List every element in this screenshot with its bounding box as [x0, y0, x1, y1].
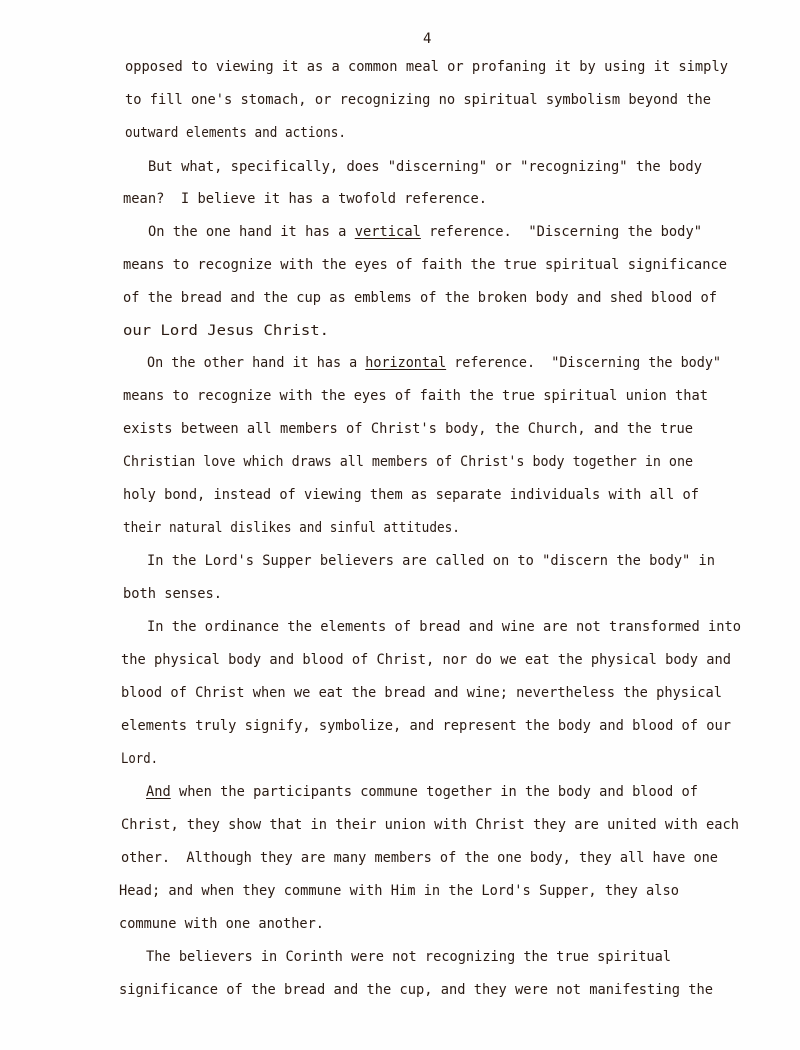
- page-number: 4: [423, 31, 432, 47]
- text-segment: opposed to viewing it as a common meal or profaning it by using it simply: [125, 59, 728, 75]
- text-line: [119, 980, 713, 1000]
- text-segment: On the other hand it has a: [147, 355, 366, 371]
- text-line: [121, 650, 731, 670]
- underlined-word: vertical: [354, 224, 421, 240]
- text-line: [123, 255, 727, 275]
- text-segment: the physical body and blood of Christ, nor do we eat the physical body and: [121, 652, 732, 668]
- text-line: [147, 551, 715, 571]
- text-line: [147, 617, 741, 637]
- text-line: [148, 157, 702, 177]
- underlined-word: horizontal: [365, 355, 447, 371]
- text-line: [123, 321, 329, 341]
- text-segment: reference. "Discerning the body": [420, 224, 702, 240]
- text-segment: their natural dislikes and sinful attitudes.: [123, 520, 460, 536]
- text-line: [123, 386, 708, 406]
- text-segment: outward elements and actions.: [125, 125, 346, 141]
- text-segment: But what, specifically, does "discerning" or "recognizing" the body: [148, 159, 702, 175]
- text-line: [147, 353, 721, 373]
- text-segment: The believers in Corinth were not recognizing the true spiritual: [146, 949, 672, 965]
- text-segment: In the ordinance the elements of bread and wine are not transformed into: [147, 619, 742, 635]
- underlined-word: And: [146, 784, 171, 800]
- text-segment: elements truly signify, symbolize, and represent the body and blood of our: [121, 718, 732, 734]
- text-segment: when the participants commune together in the body and blood of: [170, 784, 698, 800]
- text-line: [123, 189, 487, 209]
- text-segment: Lord.: [121, 751, 158, 767]
- text-line: [121, 716, 731, 736]
- text-segment: reference. "Discerning the body": [446, 355, 722, 371]
- text-segment: commune with one another.: [119, 916, 325, 932]
- text-line: [123, 452, 693, 472]
- text-segment: In the Lord's Supper believers are called on to "discern the body" in: [147, 553, 715, 569]
- text-segment: blood of Christ when we eat the bread and wine; nevertheless the physical: [121, 685, 722, 701]
- text-segment: exists between all members of Christ's body, the Church, and the true: [123, 421, 693, 437]
- text-line: [148, 222, 702, 242]
- text-segment: means to recognize with the eyes of faith the true spiritual significance: [123, 257, 728, 273]
- text-segment: significance of the bread and the cup, and they were not manifesting the: [119, 982, 714, 998]
- text-line: [123, 518, 460, 538]
- text-segment: Head; and when they commune with Him in the Lord's Supper, they also: [119, 883, 679, 899]
- text-line: [119, 914, 324, 934]
- text-segment: On the one hand it has a: [148, 224, 355, 240]
- text-segment: our Lord Jesus Christ.: [123, 323, 329, 339]
- text-line: [146, 782, 698, 802]
- text-segment: mean? I believe it has a twofold reference.: [123, 191, 488, 207]
- text-segment: both senses.: [123, 586, 223, 602]
- text-segment: means to recognize with the eyes of faith the true spiritual union that: [123, 388, 708, 404]
- text-line: [125, 90, 711, 110]
- text-line: [146, 947, 671, 967]
- text-line: [121, 683, 722, 703]
- text-line: [125, 57, 728, 77]
- text-line: [119, 881, 679, 901]
- text-line: [123, 419, 693, 439]
- text-line: [121, 749, 158, 769]
- text-segment: Christian love which draws all members of Christ's body together in one: [123, 454, 694, 470]
- text-segment: Christ, they show that in their union with Christ they are united with each: [121, 817, 740, 833]
- text-line: [123, 288, 717, 308]
- text-line: [125, 123, 346, 143]
- text-segment: to fill one's stomach, or recognizing no spiritual symbolism beyond the: [125, 92, 711, 108]
- text-segment: holy bond, instead of viewing them as separate individuals with all of: [123, 487, 699, 503]
- text-segment: other. Although they are many members of the one body, they all have one: [121, 850, 718, 866]
- text-line: [121, 848, 718, 868]
- text-line: [123, 485, 699, 505]
- text-segment: of the bread and the cup as emblems of the broken body and shed blood of: [123, 290, 718, 306]
- text-line: [121, 815, 739, 835]
- text-line: [123, 584, 222, 604]
